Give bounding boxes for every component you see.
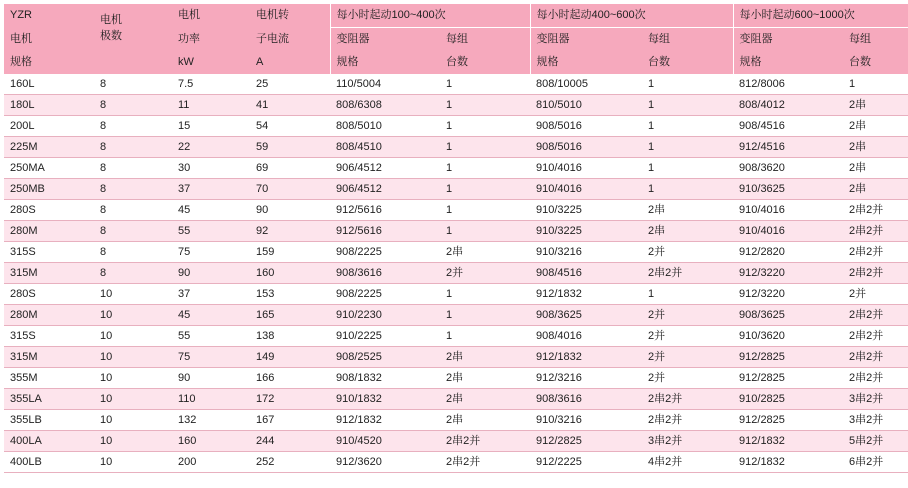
cell-current: 244 xyxy=(250,431,330,452)
cell-g1-resistor: 912/5616 xyxy=(330,200,440,221)
table-row xyxy=(4,368,908,389)
table-row xyxy=(4,326,908,347)
cell-g3-resistor: 912/2825 xyxy=(733,410,843,431)
cell-g1-units: 2串 xyxy=(440,242,530,263)
cell-g1-resistor: 912/3620 xyxy=(330,452,440,473)
cell-g3-resistor: 910/3625 xyxy=(733,179,843,200)
cell-current: 70 xyxy=(250,179,330,200)
cell-g2-resistor: 810/5010 xyxy=(530,95,642,116)
cell-g1-resistor: 808/5010 xyxy=(330,116,440,137)
cell-current: 252 xyxy=(250,452,330,473)
cell-power: 11 xyxy=(172,95,250,116)
cell-g2-resistor: 908/3625 xyxy=(530,305,642,326)
cell-g3-units: 2串 xyxy=(843,137,908,158)
table-row xyxy=(4,95,908,116)
cell-poles: 8 xyxy=(94,242,172,263)
table-row xyxy=(4,284,908,305)
header-g1-units-line2: 台数 xyxy=(440,51,530,74)
cell-g3-units: 2串2并 xyxy=(843,221,908,242)
cell-motor-spec: 400LA xyxy=(4,431,94,452)
header-g3-resistor-line2: 规格 xyxy=(733,51,843,74)
cell-g3-resistor: 812/8006 xyxy=(733,74,843,95)
resistor-selection-table xyxy=(4,4,908,473)
cell-g1-units: 1 xyxy=(440,305,530,326)
cell-poles: 8 xyxy=(94,200,172,221)
cell-g3-resistor: 910/4016 xyxy=(733,221,843,242)
cell-power: 30 xyxy=(172,158,250,179)
cell-g2-units: 1 xyxy=(642,137,733,158)
cell-g1-resistor: 908/1832 xyxy=(330,368,440,389)
cell-motor-spec: 280M xyxy=(4,305,94,326)
cell-g2-units: 4串2并 xyxy=(642,452,733,473)
cell-motor-spec: 400LB xyxy=(4,452,94,473)
cell-g1-units: 1 xyxy=(440,179,530,200)
cell-g3-resistor: 912/4516 xyxy=(733,137,843,158)
header-poles-blank xyxy=(94,51,172,74)
cell-g1-resistor: 808/6308 xyxy=(330,95,440,116)
header-g3-units-line2: 台数 xyxy=(843,51,908,74)
cell-g2-resistor: 908/4516 xyxy=(530,263,642,284)
cell-g3-resistor: 912/2825 xyxy=(733,347,843,368)
cell-g1-units: 1 xyxy=(440,116,530,137)
cell-g3-units: 2串 xyxy=(843,179,908,200)
cell-motor-spec: 355LA xyxy=(4,389,94,410)
cell-g3-resistor: 910/4016 xyxy=(733,200,843,221)
cell-g3-resistor: 912/1832 xyxy=(733,452,843,473)
table-row xyxy=(4,410,908,431)
cell-g3-units: 6串2并 xyxy=(843,452,908,473)
cell-power: 7.5 xyxy=(172,74,250,95)
cell-g1-units: 1 xyxy=(440,200,530,221)
cell-g2-units: 2并 xyxy=(642,242,733,263)
table-row xyxy=(4,347,908,368)
cell-g3-units: 2串2并 xyxy=(843,305,908,326)
cell-power: 22 xyxy=(172,137,250,158)
cell-g3-units: 3串2并 xyxy=(843,389,908,410)
cell-g2-resistor: 910/3216 xyxy=(530,242,642,263)
cell-g2-resistor: 910/3225 xyxy=(530,200,642,221)
cell-g3-units: 2串2并 xyxy=(843,242,908,263)
cell-current: 90 xyxy=(250,200,330,221)
cell-g3-units: 1 xyxy=(843,74,908,95)
table-row xyxy=(4,221,908,242)
header-group-400-600: 每小时起动400~600次 xyxy=(530,4,733,28)
header-g3-resistor-line1: 变阻器 xyxy=(733,28,843,52)
table-row xyxy=(4,179,908,200)
header-motor-line1: YZR xyxy=(4,4,94,28)
cell-motor-spec: 280M xyxy=(4,221,94,242)
cell-power: 75 xyxy=(172,347,250,368)
cell-power: 45 xyxy=(172,305,250,326)
cell-g2-units: 2串 xyxy=(642,200,733,221)
cell-g2-resistor: 912/2825 xyxy=(530,431,642,452)
cell-g3-resistor: 912/3220 xyxy=(733,263,843,284)
header-motor-line3: 规格 xyxy=(4,51,94,74)
cell-power: 75 xyxy=(172,242,250,263)
table-row xyxy=(4,431,908,452)
header-g1-resistor-line2: 规格 xyxy=(330,51,440,74)
cell-g1-resistor: 910/2225 xyxy=(330,326,440,347)
cell-poles: 10 xyxy=(94,284,172,305)
cell-poles: 8 xyxy=(94,158,172,179)
cell-g2-resistor: 912/1832 xyxy=(530,284,642,305)
cell-power: 90 xyxy=(172,368,250,389)
cell-power: 160 xyxy=(172,431,250,452)
cell-g1-units: 1 xyxy=(440,284,530,305)
cell-power: 37 xyxy=(172,179,250,200)
header-motor-line2: 电机 xyxy=(4,28,94,52)
cell-motor-spec: 160L xyxy=(4,74,94,95)
cell-poles: 10 xyxy=(94,431,172,452)
cell-g1-units: 1 xyxy=(440,137,530,158)
header-current-line1: 电机转 xyxy=(250,4,330,28)
cell-g1-units: 2串 xyxy=(440,347,530,368)
cell-power: 90 xyxy=(172,263,250,284)
header-g1-units-line1: 每组 xyxy=(440,28,530,52)
cell-g2-resistor: 908/5016 xyxy=(530,137,642,158)
cell-g2-resistor: 808/10005 xyxy=(530,74,642,95)
cell-g3-units: 2串2并 xyxy=(843,368,908,389)
cell-poles: 8 xyxy=(94,221,172,242)
cell-power: 200 xyxy=(172,452,250,473)
cell-g2-units: 2并 xyxy=(642,368,733,389)
cell-g2-units: 2并 xyxy=(642,347,733,368)
cell-power: 55 xyxy=(172,326,250,347)
header-current-line3: A xyxy=(250,51,330,74)
cell-current: 138 xyxy=(250,326,330,347)
cell-g1-resistor: 910/1832 xyxy=(330,389,440,410)
table-row xyxy=(4,74,908,95)
cell-motor-spec: 250MA xyxy=(4,158,94,179)
cell-current: 92 xyxy=(250,221,330,242)
header-g2-resistor-line2: 规格 xyxy=(530,51,642,74)
table-row xyxy=(4,263,908,284)
cell-poles: 8 xyxy=(94,263,172,284)
header-current-line2: 子电流 xyxy=(250,28,330,52)
cell-g3-resistor: 908/3625 xyxy=(733,305,843,326)
cell-current: 153 xyxy=(250,284,330,305)
cell-poles: 8 xyxy=(94,95,172,116)
cell-g2-resistor: 908/3616 xyxy=(530,389,642,410)
header-g2-units-line2: 台数 xyxy=(642,51,733,74)
cell-g3-units: 2串2并 xyxy=(843,263,908,284)
cell-g2-units: 2串2并 xyxy=(642,410,733,431)
cell-g3-resistor: 910/3620 xyxy=(733,326,843,347)
header-group-100-400: 每小时起动100~400次 xyxy=(330,4,530,28)
cell-g3-units: 2串2并 xyxy=(843,347,908,368)
cell-current: 159 xyxy=(250,242,330,263)
cell-current: 165 xyxy=(250,305,330,326)
cell-power: 132 xyxy=(172,410,250,431)
cell-power: 110 xyxy=(172,389,250,410)
header-power-line1: 电机 xyxy=(172,4,250,28)
cell-g3-resistor: 908/3620 xyxy=(733,158,843,179)
cell-g1-resistor: 808/4510 xyxy=(330,137,440,158)
cell-g3-resistor: 908/4516 xyxy=(733,116,843,137)
cell-g3-units: 2并 xyxy=(843,284,908,305)
header-poles-text: 电机 极数 xyxy=(100,13,122,42)
cell-poles: 8 xyxy=(94,179,172,200)
cell-poles: 10 xyxy=(94,368,172,389)
table-row xyxy=(4,305,908,326)
cell-g2-units: 2并 xyxy=(642,326,733,347)
cell-g2-resistor: 912/1832 xyxy=(530,347,642,368)
cell-current: 41 xyxy=(250,95,330,116)
cell-g1-resistor: 910/4520 xyxy=(330,431,440,452)
header-g2-resistor-line1: 变阻器 xyxy=(530,28,642,52)
table-row xyxy=(4,242,908,263)
header-g3-units-line1: 每组 xyxy=(843,28,908,52)
cell-g3-units: 2串2并 xyxy=(843,326,908,347)
header-g1-resistor-line1: 变阻器 xyxy=(330,28,440,52)
cell-g1-resistor: 908/2225 xyxy=(330,242,440,263)
cell-motor-spec: 280S xyxy=(4,284,94,305)
cell-current: 166 xyxy=(250,368,330,389)
cell-g1-resistor: 912/1832 xyxy=(330,410,440,431)
cell-g3-units: 2串 xyxy=(843,158,908,179)
resistor-selection-table-container xyxy=(4,4,908,473)
cell-g1-units: 2串 xyxy=(440,389,530,410)
cell-g3-resistor: 808/4012 xyxy=(733,95,843,116)
cell-g3-units: 2串2并 xyxy=(843,200,908,221)
cell-motor-spec: 200L xyxy=(4,116,94,137)
cell-current: 160 xyxy=(250,263,330,284)
cell-g3-units: 3串2并 xyxy=(843,410,908,431)
cell-g2-units: 1 xyxy=(642,158,733,179)
cell-g2-resistor: 910/4016 xyxy=(530,179,642,200)
cell-g1-resistor: 908/2525 xyxy=(330,347,440,368)
cell-g1-units: 1 xyxy=(440,158,530,179)
cell-g1-resistor: 908/3616 xyxy=(330,263,440,284)
header-group-600-1000: 每小时起动600~1000次 xyxy=(733,4,908,28)
cell-g1-units: 2串2并 xyxy=(440,431,530,452)
table-body xyxy=(4,74,908,473)
header-power-line3: kW xyxy=(172,51,250,74)
cell-g3-resistor: 912/1832 xyxy=(733,431,843,452)
cell-g1-units: 1 xyxy=(440,74,530,95)
cell-g1-units: 2串 xyxy=(440,368,530,389)
cell-g1-resistor: 906/4512 xyxy=(330,179,440,200)
cell-poles: 8 xyxy=(94,74,172,95)
cell-g3-units: 2串 xyxy=(843,95,908,116)
cell-g2-resistor: 912/2225 xyxy=(530,452,642,473)
cell-g2-units: 3串2并 xyxy=(642,431,733,452)
cell-poles: 10 xyxy=(94,305,172,326)
cell-g1-units: 1 xyxy=(440,221,530,242)
cell-g1-units: 2串 xyxy=(440,410,530,431)
table-row xyxy=(4,200,908,221)
table-row xyxy=(4,389,908,410)
cell-g3-resistor: 912/2820 xyxy=(733,242,843,263)
cell-motor-spec: 355LB xyxy=(4,410,94,431)
cell-power: 15 xyxy=(172,116,250,137)
cell-g2-resistor: 908/4016 xyxy=(530,326,642,347)
cell-poles: 10 xyxy=(94,326,172,347)
table-row xyxy=(4,158,908,179)
cell-g2-units: 2串2并 xyxy=(642,389,733,410)
cell-g1-units: 2串2并 xyxy=(440,452,530,473)
cell-g2-units: 1 xyxy=(642,284,733,305)
cell-g2-resistor: 912/3216 xyxy=(530,368,642,389)
cell-poles: 10 xyxy=(94,452,172,473)
cell-g2-resistor: 910/3216 xyxy=(530,410,642,431)
cell-poles: 10 xyxy=(94,410,172,431)
cell-motor-spec: 280S xyxy=(4,200,94,221)
cell-poles: 10 xyxy=(94,347,172,368)
header-power-line2: 功率 xyxy=(172,28,250,52)
cell-g3-resistor: 912/2825 xyxy=(733,368,843,389)
cell-g3-resistor: 912/3220 xyxy=(733,284,843,305)
cell-g2-units: 1 xyxy=(642,74,733,95)
table-row xyxy=(4,116,908,137)
cell-g2-resistor: 910/3225 xyxy=(530,221,642,242)
cell-g3-units: 2串 xyxy=(843,116,908,137)
cell-motor-spec: 315M xyxy=(4,263,94,284)
cell-power: 55 xyxy=(172,221,250,242)
cell-poles: 10 xyxy=(94,389,172,410)
cell-g1-units: 1 xyxy=(440,326,530,347)
cell-g2-resistor: 910/4016 xyxy=(530,158,642,179)
cell-current: 59 xyxy=(250,137,330,158)
cell-g3-resistor: 910/2825 xyxy=(733,389,843,410)
cell-current: 167 xyxy=(250,410,330,431)
cell-current: 149 xyxy=(250,347,330,368)
cell-g2-units: 1 xyxy=(642,95,733,116)
header-poles xyxy=(94,4,172,51)
cell-motor-spec: 180L xyxy=(4,95,94,116)
cell-g1-resistor: 910/2230 xyxy=(330,305,440,326)
cell-power: 37 xyxy=(172,284,250,305)
cell-motor-spec: 315S xyxy=(4,242,94,263)
cell-g1-units: 1 xyxy=(440,95,530,116)
table-row xyxy=(4,452,908,473)
cell-g1-units: 2并 xyxy=(440,263,530,284)
cell-current: 54 xyxy=(250,116,330,137)
cell-g1-resistor: 912/5616 xyxy=(330,221,440,242)
cell-motor-spec: 355M xyxy=(4,368,94,389)
cell-g2-units: 2串2并 xyxy=(642,263,733,284)
cell-g2-units: 2并 xyxy=(642,305,733,326)
cell-g2-resistor: 908/5016 xyxy=(530,116,642,137)
cell-g1-resistor: 908/2225 xyxy=(330,284,440,305)
cell-g2-units: 1 xyxy=(642,116,733,137)
cell-poles: 8 xyxy=(94,137,172,158)
cell-motor-spec: 315M xyxy=(4,347,94,368)
cell-current: 172 xyxy=(250,389,330,410)
cell-g2-units: 1 xyxy=(642,179,733,200)
table-header xyxy=(4,4,908,74)
cell-power: 45 xyxy=(172,200,250,221)
cell-motor-spec: 315S xyxy=(4,326,94,347)
header-g2-units-line1: 每组 xyxy=(642,28,733,52)
cell-motor-spec: 225M xyxy=(4,137,94,158)
cell-g1-resistor: 906/4512 xyxy=(330,158,440,179)
cell-g3-units: 5串2并 xyxy=(843,431,908,452)
cell-motor-spec: 250MB xyxy=(4,179,94,200)
cell-current: 69 xyxy=(250,158,330,179)
cell-g1-resistor: 110/5004 xyxy=(330,74,440,95)
table-row xyxy=(4,137,908,158)
cell-poles: 8 xyxy=(94,116,172,137)
cell-current: 25 xyxy=(250,74,330,95)
cell-g2-units: 2串 xyxy=(642,221,733,242)
